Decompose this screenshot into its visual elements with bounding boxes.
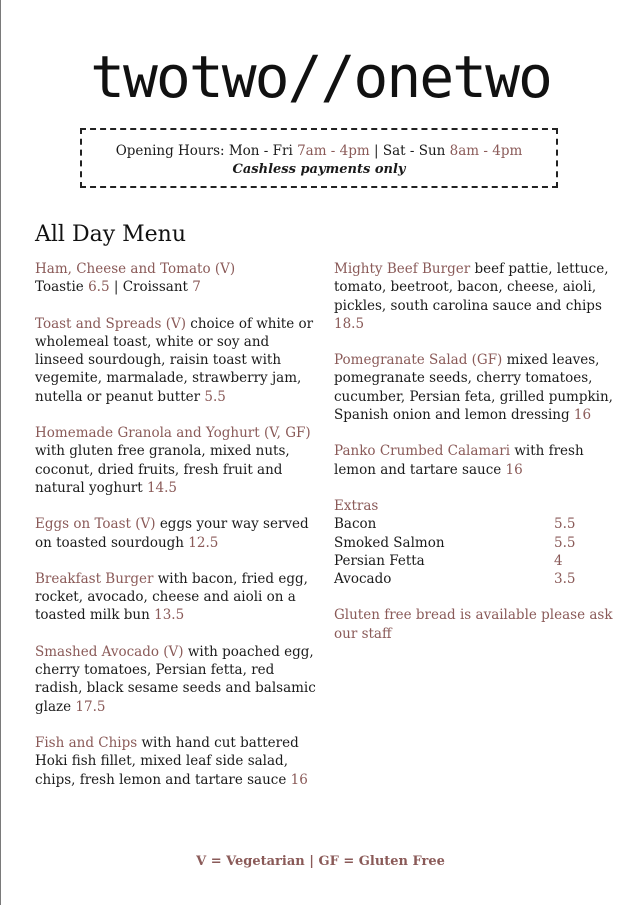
item-name: Panko Crumbed Calamari	[334, 443, 511, 460]
menu-column-left	[35, 260, 320, 807]
item-desc: Toastie	[35, 279, 84, 296]
extras-row	[334, 534, 614, 552]
menu-item	[334, 260, 614, 333]
menu-item	[35, 315, 320, 406]
item-price: 16	[573, 407, 592, 424]
item-price: 14.5	[146, 479, 177, 496]
extras-row	[334, 570, 614, 588]
extra-price: 3.5	[554, 571, 576, 588]
extra-name: Bacon	[334, 516, 377, 533]
menu-item	[35, 570, 320, 625]
weekday-label: Opening Hours: Mon - Fri	[115, 143, 293, 159]
item-desc: with bacon, fried egg, rocket, avocado, cheese and aioli on a toasted milk bun	[35, 570, 308, 624]
item-alt-option: | Croissant	[109, 279, 193, 296]
page-edge	[0, 0, 1, 905]
item-desc: with hand cut battered Hoki fish fillet, mixed leaf side salad, chips, fresh lemon and tartare sauce	[35, 734, 299, 788]
item-desc: eggs your way served on toasted sourdough	[35, 516, 309, 551]
item-name: Homemade Granola and Yoghurt (V, GF)	[35, 425, 311, 442]
extra-price: 4	[554, 552, 563, 569]
item-name: Ham, Cheese and Tomato (V)	[35, 261, 236, 277]
item-desc: with gluten free granola, mixed nuts, coconut, dried fruits, fresh fruit and natural yoghurt	[35, 443, 290, 496]
opening-hours-line	[82, 142, 556, 160]
menu-item	[35, 643, 320, 716]
menu-item	[334, 351, 614, 424]
opening-hours-box	[80, 128, 558, 188]
item-price: 16	[505, 461, 523, 478]
menu-column-right	[334, 260, 614, 643]
extras-section	[334, 497, 614, 588]
item-desc: beef pattie, lettuce, tomato, beetroot, bacon, cheese, aioli, pickles, south carolina sauce and chips	[334, 261, 609, 314]
hours-separator: |	[374, 143, 379, 159]
item-name: Pomegranate Salad (GF)	[334, 352, 503, 369]
item-price: 12.5	[188, 534, 219, 551]
item-price: 17.5	[75, 698, 106, 715]
item-price: 13.5	[154, 607, 185, 624]
extra-name: Persian Fetta	[334, 552, 425, 569]
weekday-time: 7am - 4pm	[297, 143, 370, 159]
item-desc: with fresh lemon and tartare sauce	[334, 443, 584, 478]
menu-item	[35, 424, 320, 497]
item-name: Fish and Chips	[35, 734, 138, 751]
extra-name: Smoked Salmon	[334, 534, 445, 551]
extra-price: 5.5	[554, 516, 576, 533]
menu-item	[334, 442, 614, 479]
menu-title: All Day Menu	[35, 222, 187, 247]
dietary-legend: V = Vegetarian | GF = Gluten Free	[196, 854, 445, 869]
extras-title: Extras	[334, 497, 379, 514]
extras-row	[334, 515, 614, 533]
menu-item	[35, 260, 320, 297]
item-alt-price: 7	[192, 279, 201, 296]
cafe-title: twotwo//onetwo	[90, 43, 551, 111]
item-price: 18.5	[334, 315, 365, 332]
item-name: Toast and Spreads (V)	[35, 315, 186, 332]
item-desc: mixed leaves, pomegranate seeds, cherry tomatoes, cucumber, Persian feta, grilled pumpkin, Spanish onion and lemon dressing	[334, 352, 613, 424]
item-desc: with poached egg, cherry tomatoes, Persian fetta, red radish, black sesame seeds and balsamic glaze	[35, 643, 316, 715]
extra-price: 5.5	[554, 534, 576, 551]
item-price: 5.5	[204, 388, 226, 405]
item-name: Breakfast Burger	[35, 570, 154, 587]
menu-item	[35, 515, 320, 552]
menu-item	[35, 734, 320, 789]
item-price: 6.5	[88, 279, 110, 296]
gluten-free-note: Gluten free bread is available please ask our staff	[334, 607, 613, 642]
weekend-time: 8am - 4pm	[449, 143, 523, 159]
item-name: Mighty Beef Burger	[334, 261, 471, 277]
cashless-notice: Cashless payments only	[232, 162, 406, 177]
item-name: Smashed Avocado (V)	[35, 643, 184, 660]
item-name: Eggs on Toast (V)	[35, 516, 156, 533]
item-price: 16	[290, 771, 308, 788]
item-desc: choice of white or wholemeal toast, white or soy and linseed sourdough, raisin toast with vegemite, marmalade, strawberry jam, nutella or peanut butter	[35, 315, 314, 405]
extra-name: Avocado	[334, 571, 392, 588]
weekend-label: Sat - Sun	[382, 143, 446, 159]
extras-row	[334, 552, 614, 570]
